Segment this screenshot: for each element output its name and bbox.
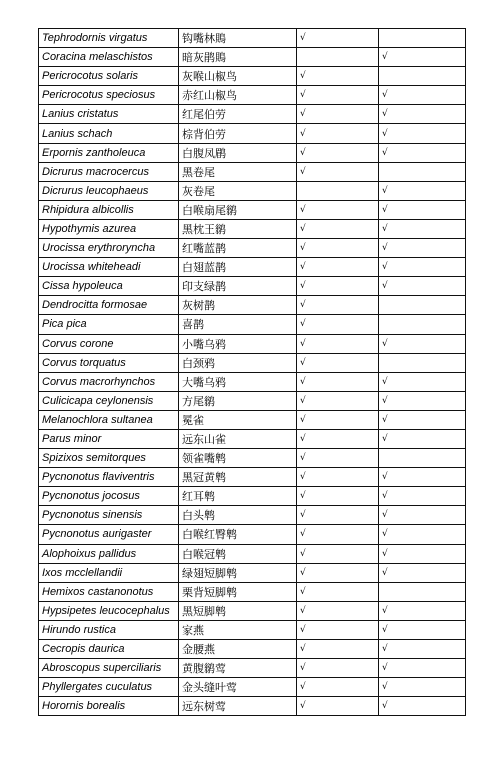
species-table-body (39, 29, 466, 716)
table-row (39, 429, 466, 448)
latin-name-cell: Horornis borealis (39, 697, 179, 716)
record-mark-cell-2: √ (379, 48, 466, 67)
record-mark-cell-1: √ (297, 659, 379, 678)
record-mark-cell-1 (297, 181, 379, 200)
record-mark-cell-1: √ (297, 620, 379, 639)
record-mark-cell-1: √ (297, 67, 379, 86)
table-row (39, 659, 466, 678)
latin-name-cell: Lanius cristatus (39, 105, 179, 124)
latin-name-cell: Phyllergates cuculatus (39, 678, 179, 697)
table-row (39, 200, 466, 219)
record-mark-cell-1: √ (297, 29, 379, 48)
latin-name-cell: Urocissa whiteheadi (39, 258, 179, 277)
record-mark-cell-1: √ (297, 124, 379, 143)
latin-name-cell: Lanius schach (39, 124, 179, 143)
latin-name-cell: Hypothymis azurea (39, 219, 179, 238)
latin-name-cell: Urocissa erythroryncha (39, 239, 179, 258)
record-mark-cell-1: √ (297, 105, 379, 124)
chinese-name-cell: 棕背伯劳 (179, 124, 297, 143)
table-row (39, 678, 466, 697)
record-mark-cell-2 (379, 29, 466, 48)
record-mark-cell-1: √ (297, 334, 379, 353)
table-row (39, 67, 466, 86)
record-mark-cell-1: √ (297, 506, 379, 525)
table-row (39, 563, 466, 582)
table-row (39, 544, 466, 563)
record-mark-cell-2: √ (379, 258, 466, 277)
chinese-name-cell: 冕雀 (179, 410, 297, 429)
latin-name-cell: Hypsipetes leucocephalus (39, 601, 179, 620)
record-mark-cell-2: √ (379, 697, 466, 716)
record-mark-cell-1: √ (297, 429, 379, 448)
record-mark-cell-1: √ (297, 162, 379, 181)
chinese-name-cell: 远东树莺 (179, 697, 297, 716)
latin-name-cell: Melanochlora sultanea (39, 410, 179, 429)
latin-name-cell: Rhipidura albicollis (39, 200, 179, 219)
latin-name-cell: Parus minor (39, 429, 179, 448)
chinese-name-cell: 小嘴乌鸦 (179, 334, 297, 353)
record-mark-cell-1: √ (297, 200, 379, 219)
record-mark-cell-2: √ (379, 601, 466, 620)
chinese-name-cell: 家燕 (179, 620, 297, 639)
record-mark-cell-1: √ (297, 563, 379, 582)
chinese-name-cell: 方尾鹟 (179, 391, 297, 410)
table-row (39, 124, 466, 143)
latin-name-cell: Dendrocitta formosae (39, 296, 179, 315)
table-row (39, 391, 466, 410)
latin-name-cell: Abroscopus superciliaris (39, 659, 179, 678)
table-row (39, 239, 466, 258)
latin-name-cell: Hemixos castanonotus (39, 582, 179, 601)
latin-name-cell: Pycnonotus flaviventris (39, 468, 179, 487)
chinese-name-cell: 灰树鹊 (179, 296, 297, 315)
chinese-name-cell: 栗背短脚鹎 (179, 582, 297, 601)
table-row (39, 525, 466, 544)
table-row (39, 601, 466, 620)
chinese-name-cell: 白颈鸦 (179, 353, 297, 372)
chinese-name-cell: 红嘴蓝鹊 (179, 239, 297, 258)
table-row (39, 258, 466, 277)
record-mark-cell-2: √ (379, 239, 466, 258)
record-mark-cell-1: √ (297, 678, 379, 697)
table-row (39, 506, 466, 525)
table-row (39, 277, 466, 296)
chinese-name-cell: 领雀嘴鹎 (179, 449, 297, 468)
latin-name-cell: Pericrocotus solaris (39, 67, 179, 86)
chinese-name-cell: 白头鹎 (179, 506, 297, 525)
chinese-name-cell: 红尾伯劳 (179, 105, 297, 124)
table-row (39, 468, 466, 487)
record-mark-cell-2: √ (379, 372, 466, 391)
chinese-name-cell: 喜鹊 (179, 315, 297, 334)
record-mark-cell-2: √ (379, 391, 466, 410)
latin-name-cell: Pycnonotus sinensis (39, 506, 179, 525)
record-mark-cell-2: √ (379, 410, 466, 429)
latin-name-cell: Erpornis zantholeuca (39, 143, 179, 162)
latin-name-cell: Coracina melaschistos (39, 48, 179, 67)
latin-name-cell: Corvus torquatus (39, 353, 179, 372)
table-row (39, 181, 466, 200)
latin-name-cell: Pycnonotus jocosus (39, 487, 179, 506)
latin-name-cell: Corvus macrorhynchos (39, 372, 179, 391)
record-mark-cell-1: √ (297, 239, 379, 258)
table-row (39, 29, 466, 48)
table-row (39, 219, 466, 238)
record-mark-cell-2: √ (379, 506, 466, 525)
table-row (39, 620, 466, 639)
latin-name-cell: Pericrocotus speciosus (39, 86, 179, 105)
chinese-name-cell: 白翅蓝鹊 (179, 258, 297, 277)
chinese-name-cell: 暗灰鹃鵙 (179, 48, 297, 67)
chinese-name-cell: 灰卷尾 (179, 181, 297, 200)
record-mark-cell-1: √ (297, 219, 379, 238)
species-table (38, 28, 466, 716)
record-mark-cell-1: √ (297, 315, 379, 334)
latin-name-cell: Culicicapa ceylonensis (39, 391, 179, 410)
table-row (39, 334, 466, 353)
record-mark-cell-1: √ (297, 353, 379, 372)
table-row (39, 162, 466, 181)
chinese-name-cell: 白喉红臀鹎 (179, 525, 297, 544)
chinese-name-cell: 黄腹鹟莺 (179, 659, 297, 678)
record-mark-cell-2 (379, 449, 466, 468)
record-mark-cell-2 (379, 353, 466, 372)
record-mark-cell-1: √ (297, 487, 379, 506)
latin-name-cell: Corvus corone (39, 334, 179, 353)
latin-name-cell: Pica pica (39, 315, 179, 334)
record-mark-cell-2: √ (379, 200, 466, 219)
record-mark-cell-2 (379, 315, 466, 334)
record-mark-cell-2: √ (379, 640, 466, 659)
record-mark-cell-2: √ (379, 525, 466, 544)
chinese-name-cell: 黑短脚鹎 (179, 601, 297, 620)
record-mark-cell-1: √ (297, 697, 379, 716)
table-row (39, 353, 466, 372)
record-mark-cell-2: √ (379, 86, 466, 105)
record-mark-cell-2 (379, 582, 466, 601)
chinese-name-cell: 远东山雀 (179, 429, 297, 448)
table-row (39, 697, 466, 716)
record-mark-cell-2: √ (379, 468, 466, 487)
chinese-name-cell: 大嘴乌鸦 (179, 372, 297, 391)
table-row (39, 105, 466, 124)
record-mark-cell-2: √ (379, 563, 466, 582)
table-row (39, 315, 466, 334)
record-mark-cell-1: √ (297, 525, 379, 544)
record-mark-cell-1: √ (297, 410, 379, 429)
latin-name-cell: Alophoixus pallidus (39, 544, 179, 563)
record-mark-cell-2: √ (379, 429, 466, 448)
table-row (39, 48, 466, 67)
table-row (39, 86, 466, 105)
record-mark-cell-1: √ (297, 601, 379, 620)
latin-name-cell: Cissa hypoleuca (39, 277, 179, 296)
record-mark-cell-2: √ (379, 219, 466, 238)
record-mark-cell-2: √ (379, 659, 466, 678)
table-row (39, 143, 466, 162)
chinese-name-cell: 黑卷尾 (179, 162, 297, 181)
record-mark-cell-1: √ (297, 86, 379, 105)
chinese-name-cell: 白喉扇尾鹟 (179, 200, 297, 219)
chinese-name-cell: 绿翅短脚鹎 (179, 563, 297, 582)
chinese-name-cell: 白喉冠鹎 (179, 544, 297, 563)
latin-name-cell: Spizixos semitorques (39, 449, 179, 468)
record-mark-cell-2 (379, 162, 466, 181)
table-row (39, 296, 466, 315)
latin-name-cell: Hirundo rustica (39, 620, 179, 639)
record-mark-cell-2: √ (379, 620, 466, 639)
record-mark-cell-1: √ (297, 372, 379, 391)
record-mark-cell-2: √ (379, 334, 466, 353)
record-mark-cell-1: √ (297, 640, 379, 659)
chinese-name-cell: 白腹凤鹛 (179, 143, 297, 162)
record-mark-cell-2: √ (379, 487, 466, 506)
table-row (39, 582, 466, 601)
latin-name-cell: Dicrurus leucophaeus (39, 181, 179, 200)
record-mark-cell-2: √ (379, 143, 466, 162)
table-row (39, 640, 466, 659)
record-mark-cell-1: √ (297, 582, 379, 601)
table-row (39, 487, 466, 506)
chinese-name-cell: 印支绿鹊 (179, 277, 297, 296)
latin-name-cell: Pycnonotus aurigaster (39, 525, 179, 544)
latin-name-cell: Tephrodornis virgatus (39, 29, 179, 48)
record-mark-cell-1: √ (297, 468, 379, 487)
record-mark-cell-1: √ (297, 544, 379, 563)
table-row (39, 410, 466, 429)
chinese-name-cell: 黑冠黄鹎 (179, 468, 297, 487)
latin-name-cell: Cecropis daurica (39, 640, 179, 659)
record-mark-cell-2 (379, 67, 466, 86)
record-mark-cell-1 (297, 48, 379, 67)
record-mark-cell-2: √ (379, 678, 466, 697)
chinese-name-cell: 灰喉山椒鸟 (179, 67, 297, 86)
record-mark-cell-2 (379, 296, 466, 315)
record-mark-cell-1: √ (297, 277, 379, 296)
record-mark-cell-1: √ (297, 391, 379, 410)
record-mark-cell-2: √ (379, 181, 466, 200)
record-mark-cell-1: √ (297, 449, 379, 468)
table-row (39, 372, 466, 391)
chinese-name-cell: 红耳鹎 (179, 487, 297, 506)
chinese-name-cell: 金腰燕 (179, 640, 297, 659)
record-mark-cell-1: √ (297, 143, 379, 162)
table-row (39, 449, 466, 468)
latin-name-cell: Dicrurus macrocercus (39, 162, 179, 181)
record-mark-cell-2: √ (379, 105, 466, 124)
record-mark-cell-2: √ (379, 277, 466, 296)
record-mark-cell-1: √ (297, 258, 379, 277)
chinese-name-cell: 黑枕王鹟 (179, 219, 297, 238)
record-mark-cell-1: √ (297, 296, 379, 315)
record-mark-cell-2: √ (379, 124, 466, 143)
chinese-name-cell: 金头缝叶莺 (179, 678, 297, 697)
record-mark-cell-2: √ (379, 544, 466, 563)
chinese-name-cell: 钩嘴林鵙 (179, 29, 297, 48)
latin-name-cell: Ixos mcclellandii (39, 563, 179, 582)
chinese-name-cell: 赤红山椒鸟 (179, 86, 297, 105)
